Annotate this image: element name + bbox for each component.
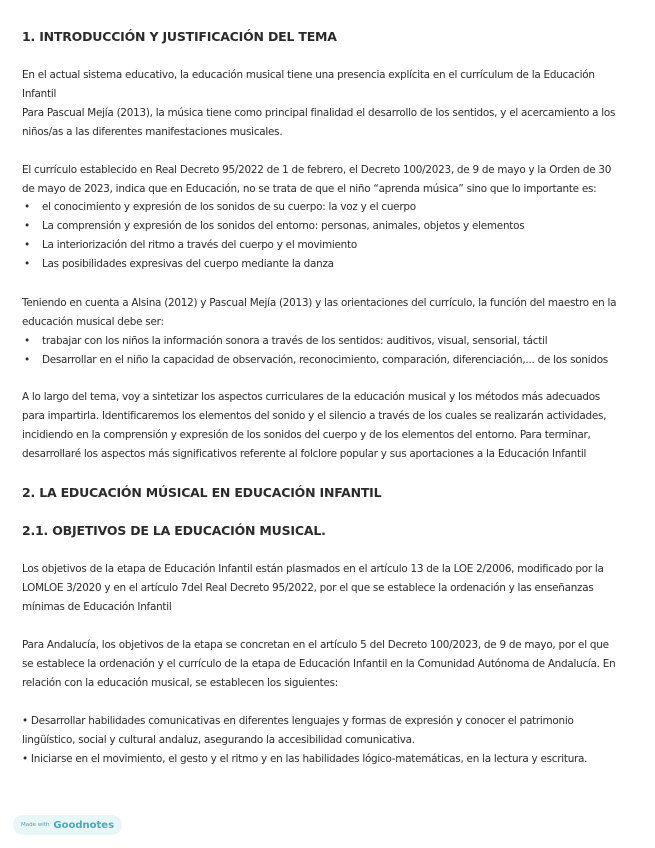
heading-section-2: 2. LA EDUCACIÓN MÚSICAL EN EDUCACIÓN INFANTIL [22,485,382,500]
paragraph-2: Para Pascual Mejía (2013), la música tiene como principal finalidad el desarrollo de los sentidos, y el acercamiento a los niños/as a las diferentes manifestaciones musicales. [22,107,616,138]
paragraph-8: • Desarrollar habilidades comunicativas en diferentes lenguajes y formas de expresión y conocer el patrimonio lingüístico, social y cultural andaluz, asegurando la accesibilidad comunicativa. [22,715,574,746]
paragraph-4: Teniendo en cuenta a Alsina (2012) y Pascual Mejía (2013) y las orientaciones del currículo, la función del maestro en la educación musical debe ser: [22,297,617,328]
paragraph-5: A lo largo del tema, voy a sintetizar los aspectos curriculares de la educación musical y los métodos más adecuados para impartirla. Identificaremos los elementos del sonido y el silencio a través de los cuales se realizarán actividades, incidiendo en la comprensión y expresión de los sonidos del cuerpo y de los elementos del entorno. Para terminar, desarrollaré los aspectos más significativos referente al folclore popular y sus aportaciones a la Educación Infantil [22,391,607,460]
badge-brand-text: Goodnotes [53,819,115,831]
bullet-list-curriculum [22,198,622,274]
list-item: • el conocimiento y expresión de los sonidos de su cuerpo: la voz y el cuerpo [22,198,622,217]
goodnotes-badge[interactable] [13,815,122,835]
heading-section-2-1: 2.1. OBJETIVOS DE LA EDUCACIÓN MUSICAL. [22,523,326,538]
list-item: • Desarrollar en el niño la capacidad de observación, reconocimiento, comparación, diferenciación,... de los sonidos [22,351,622,370]
heading-introduction: 1. INTRODUCCIÓN Y JUSTIFICACIÓN DEL TEMA [22,29,337,44]
list-item: • trabajar con los niños la información sonora a través de los sentidos: auditivos, visual, sensorial, táctil [22,332,622,351]
paragraph-9: • Iniciarse en el movimiento, el gesto y el ritmo y en las habilidades lógico-matemáticas, en la lectura y escritura. [22,753,588,765]
paragraph-7: Para Andalucía, los objetivos de la etapa se concretan en el artículo 5 del Decreto 100/2023, de 9 de mayo, por el que se establece la ordenación y el currículo de la etapa de Educación Infantil en la Comunidad Autónoma de Andalucía. En relación con la educación musical, se establecen los siguientes: [22,639,616,689]
bullet-list-teacher-role [22,332,622,370]
list-item: • La interiorización del ritmo a través del cuerpo y el movimiento [22,236,622,255]
list-item: • Las posibilidades expresivas del cuerpo mediante la danza [22,255,622,274]
paragraph-6: Los objetivos de la etapa de Educación Infantil están plasmados en el artículo 13 de la LOE 2/2006, modificado por la LOMLOE 3/2020 y en el artículo 7del Real Decreto 95/2022, por el que se establece la ordenación y las enseñanzas mínimas de Educación Infantil [22,563,604,613]
paragraph-3: El currículo establecido en Real Decreto 95/2022 de 1 de febrero, el Decreto 100/2023, de 9 de mayo y la Orden de 30 de mayo de 2023, indica que en Educación, no se trata de que el niño “aprenda música” sino que lo importante es: [22,164,612,195]
badge-small-text: Made with [21,822,50,828]
list-item: • La comprensión y expresión de los sonidos del entorno: personas, animales, objetos y elementos [22,217,622,236]
paragraph-1: En el actual sistema educativo, la educación musical tiene una presencia explícita en el currículum de la Educación Infantil [22,69,595,100]
